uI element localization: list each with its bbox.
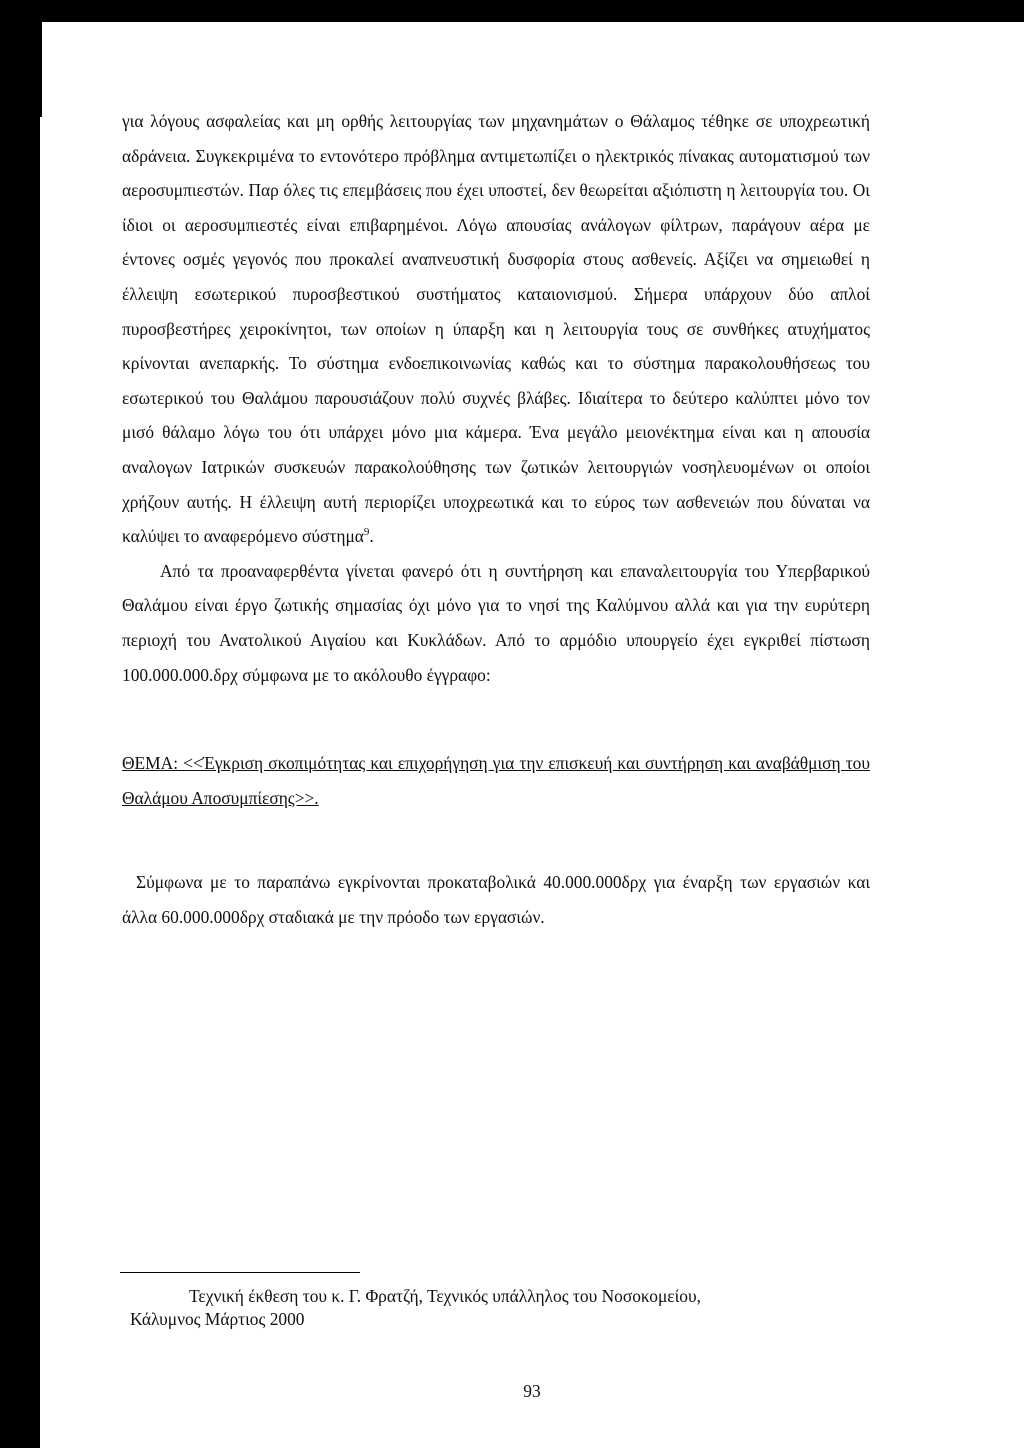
paragraph-chamber-condition-text: για λόγους ασφαλείας και μη ορθής λειτουργίας των μηχανημάτων ο Θάλαμος τέθηκε σε υποχρεωτική αδράνεια. Συγκεκριμένα το εντονότερο πρόβλημα αντιμετωπίζει ο ηλεκτρικός πίνακας αυτοματισμού των αεροσυμπιεστών. Παρ όλες τις επεμβάσεις που έχει υποστεί, δεν θεωρείται αξιόπιστη η λειτουργία του. Οι ίδιοι οι αεροσυμπιεστές είναι επιβαρημένοι. Λόγω απουσίας ανάλογων φίλτρων, παράγουν αέρα με έντονες οσμές γεγονός που προκαλεί αναπνευστική δυσφορία στους ασθενείς. Αξίζει να σημειωθεί η έλλειψη εσωτερικού πυροσβεστικού συστήματος καταιονισμού. Σήμερα υπάρχουν δύο απλοί πυροσβεστήρες χειροκίνητοι, των οποίων η ύπαρξη και η λειτουργία τους σε συνθήκες ατυχήματος κρίνονται ανεπαρκής. Το σύστημα ενδοεπικοινωνίας καθώς και το σύστημα παρακολουθήσεως του εσωτερικού του Θαλάμου παρουσιάζουν πολύ συχνές βλάβες. Ιδιαίτερα το δεύτερο καλύπτει μόνο τον μισό θάλαμο λόγω του ότι υπάρχει μόνο μια κάμερα. Ένα μεγάλο μειονέκτημα είναι και η απουσία αναλογων Ιατρικών συσκευών παρακολούθησης των ζωτικών λειτουργιών νοσηλευομένων οι οποίοι χρήζουν αυτής. Η έλλειψη αυτή περιορίζει υποχρεωτικά και το εύρος των ασθενειών που δύναται να καλύψει το αναφερόμενο σύστημα <box>122 111 870 547</box>
page-body <box>122 104 870 934</box>
document-page <box>40 22 1024 1448</box>
paragraph-chamber-condition <box>122 104 870 554</box>
footnote <box>130 1285 870 1331</box>
paragraph-funding: Από τα προαναφερθέντα γίνεται φανερό ότι η συντήρηση και επαναλειτουργία του Υπερβαρικού Θαλάμου είναι έργο ζωτικής σημασίας όχι μόνο για το νησί της Καλύμνου αλλά και για την ευρύτερη περιοχή του Ανατολικού Αιγαίου και Κυκλάδων. Από το αρμόδιο υπουργείο έχει εγκριθεί πίστωση 100.000.000.δρχ σύμφωνα με το ακόλουθο έγγραφο: <box>122 560 870 685</box>
footnote-line-1: Τεχνική έκθεση του κ. Γ. Φρατζή, Τεχνικός υπάλληλος του Νοσοκομείου, <box>189 1286 701 1306</box>
paragraph-end-punctuation: . <box>369 526 374 547</box>
page-number: 93 <box>523 1381 541 1401</box>
footnote-divider <box>120 1272 360 1273</box>
footnote-reference: 9 <box>363 526 370 539</box>
scan-edge-mark <box>40 22 42 117</box>
footnote-line-2: Κάλυμνος Μάρτιος 2000 <box>130 1309 305 1329</box>
paragraph-approval: Σύμφωνα με το παραπάνω εγκρίνονται προκαταβολικά 40.000.000δρχ για έναρξη των εργασιών και άλλα 60.000.000δρχ σταδιακά με την πρόοδο των εργασιών. <box>122 872 870 927</box>
document-subject-line: ΘΕΜΑ: <<Έγκριση σκοπιμότητας και επιχορήγηση για την επισκευή και συντήρηση και αναβάθμιση του Θαλάμου Αποσυμπίεσης>>. <box>122 753 870 808</box>
